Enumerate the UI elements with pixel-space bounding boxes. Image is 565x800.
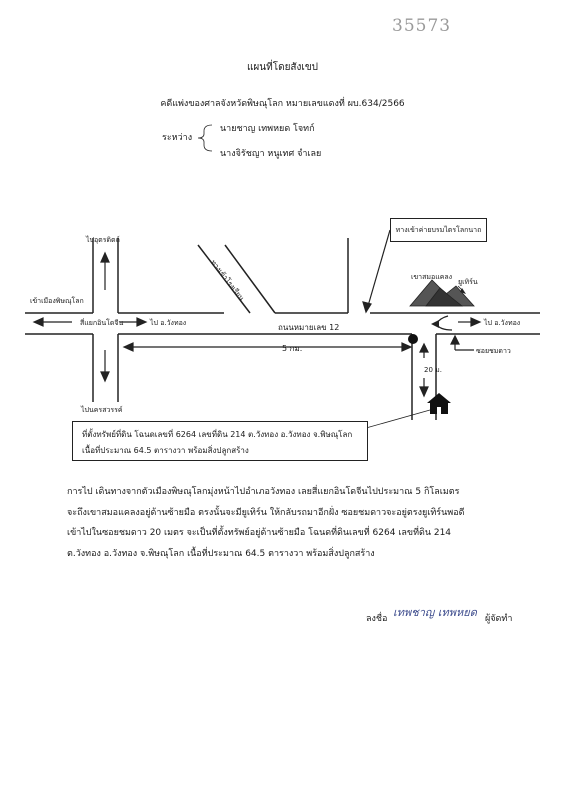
handwritten-number: 35573 — [392, 16, 452, 36]
between-label: ระหว่าง — [162, 133, 193, 143]
label-to-nakhon-sawan: ไปนครสวรรค์ — [81, 406, 123, 414]
label-diagonal-road: ทางเข้าโรงเรียน — [208, 258, 246, 303]
directions-line: จะถึงเขาสมอแคลงอยู่ด้านซ้ายมือ ตรงนั้นจะมียูเทิร์น ให้กลับรถมาอีกฝั่ง ซอยชมดาวจะอยู่ตรงยูเทิร์นพอดี — [67, 507, 465, 518]
property-info-box — [72, 421, 368, 461]
directions-line: ต.วังทอง อ.วังทอง จ.พิษณุโลก เนื้อที่ประมาณ 64.5 ตารางวา พร้อมสิ่งปลูกสร้าง — [67, 548, 375, 559]
page-title: แผนที่โดยสังเขป — [246, 62, 319, 73]
property-line-2: เนื้อที่ประมาณ 64.5 ตารางวา พร้อมสิ่งปลูกสร้าง — [82, 446, 249, 455]
road-name: ถนนหมายเลข 12 — [278, 323, 340, 332]
label-to-wang-thong-right: ไป อ.วังทอง — [484, 319, 521, 327]
label-resort: ยูเทิร์น — [458, 278, 478, 286]
intersection-dot — [408, 334, 418, 344]
label-distance-20m: 20 ม. — [424, 366, 442, 374]
label-to-phitsanulok: เข้าเมืองพิษณุโลก — [30, 297, 84, 305]
house-icon — [427, 393, 451, 414]
defendant-line: นางจิรัชญา หนูเทศ จำเลย — [220, 149, 322, 159]
directions-line: เข้าไปในซอยชมดาว 20 เมตร จะเป็นที่ตั้งทรัพย์อยู่ด้านซ้ายมือ โฉนดที่ดินเลขที่ 6264 เลขที่ดิน 214 — [67, 528, 452, 538]
plaintiff-line: นายชาญ เทพหยด โจทก์ — [220, 124, 315, 134]
property-pointer — [366, 410, 430, 428]
property-line-1: ที่ตั้งทรัพย์ที่ดิน โฉนดเลขที่ 6264 เลขที่ดิน 214 ต.วังทอง อ.วังทอง จ.พิษณุโลก — [82, 430, 353, 439]
label-to-uttaradit: ไปอุตรดิตถ์ — [86, 236, 120, 244]
callout-camp-entrance: ทางเข้าค่ายบรมไตรโลกนาถ — [390, 218, 487, 242]
directions-paragraph — [67, 482, 507, 564]
case-line: คดีแพ่งของศาลจังหวัดพิษณุโลก หมายเลขแดงที่ ผบ.634/2566 — [160, 99, 405, 109]
directions-line: การไป เดินทางจากตัวเมืองพิษณุโลกมุ่งหน้าไปอำเภอวังทอง เลยสี่แยกอินโดจีนไปประมาณ 5 กิโลเมตร — [67, 487, 460, 497]
label-distance-5km: 5 กม. — [282, 344, 303, 353]
label-intersection: สี่แยกอินโดจีน — [80, 319, 124, 327]
label-soi: ซอยชมดาว — [476, 347, 511, 355]
handwritten-signature: เทพชาญ เทพหยด — [393, 606, 477, 619]
signature-suffix: ผู้จัดทำ — [485, 614, 513, 624]
signature-prefix: ลงชื่อ — [366, 614, 388, 624]
label-mountain: เขาสมอแคลง — [411, 273, 453, 281]
party-brace — [198, 125, 212, 151]
label-to-wang-thong-left: ไป อ.วังทอง — [150, 319, 187, 327]
u-turn-arrow-head — [431, 320, 439, 328]
